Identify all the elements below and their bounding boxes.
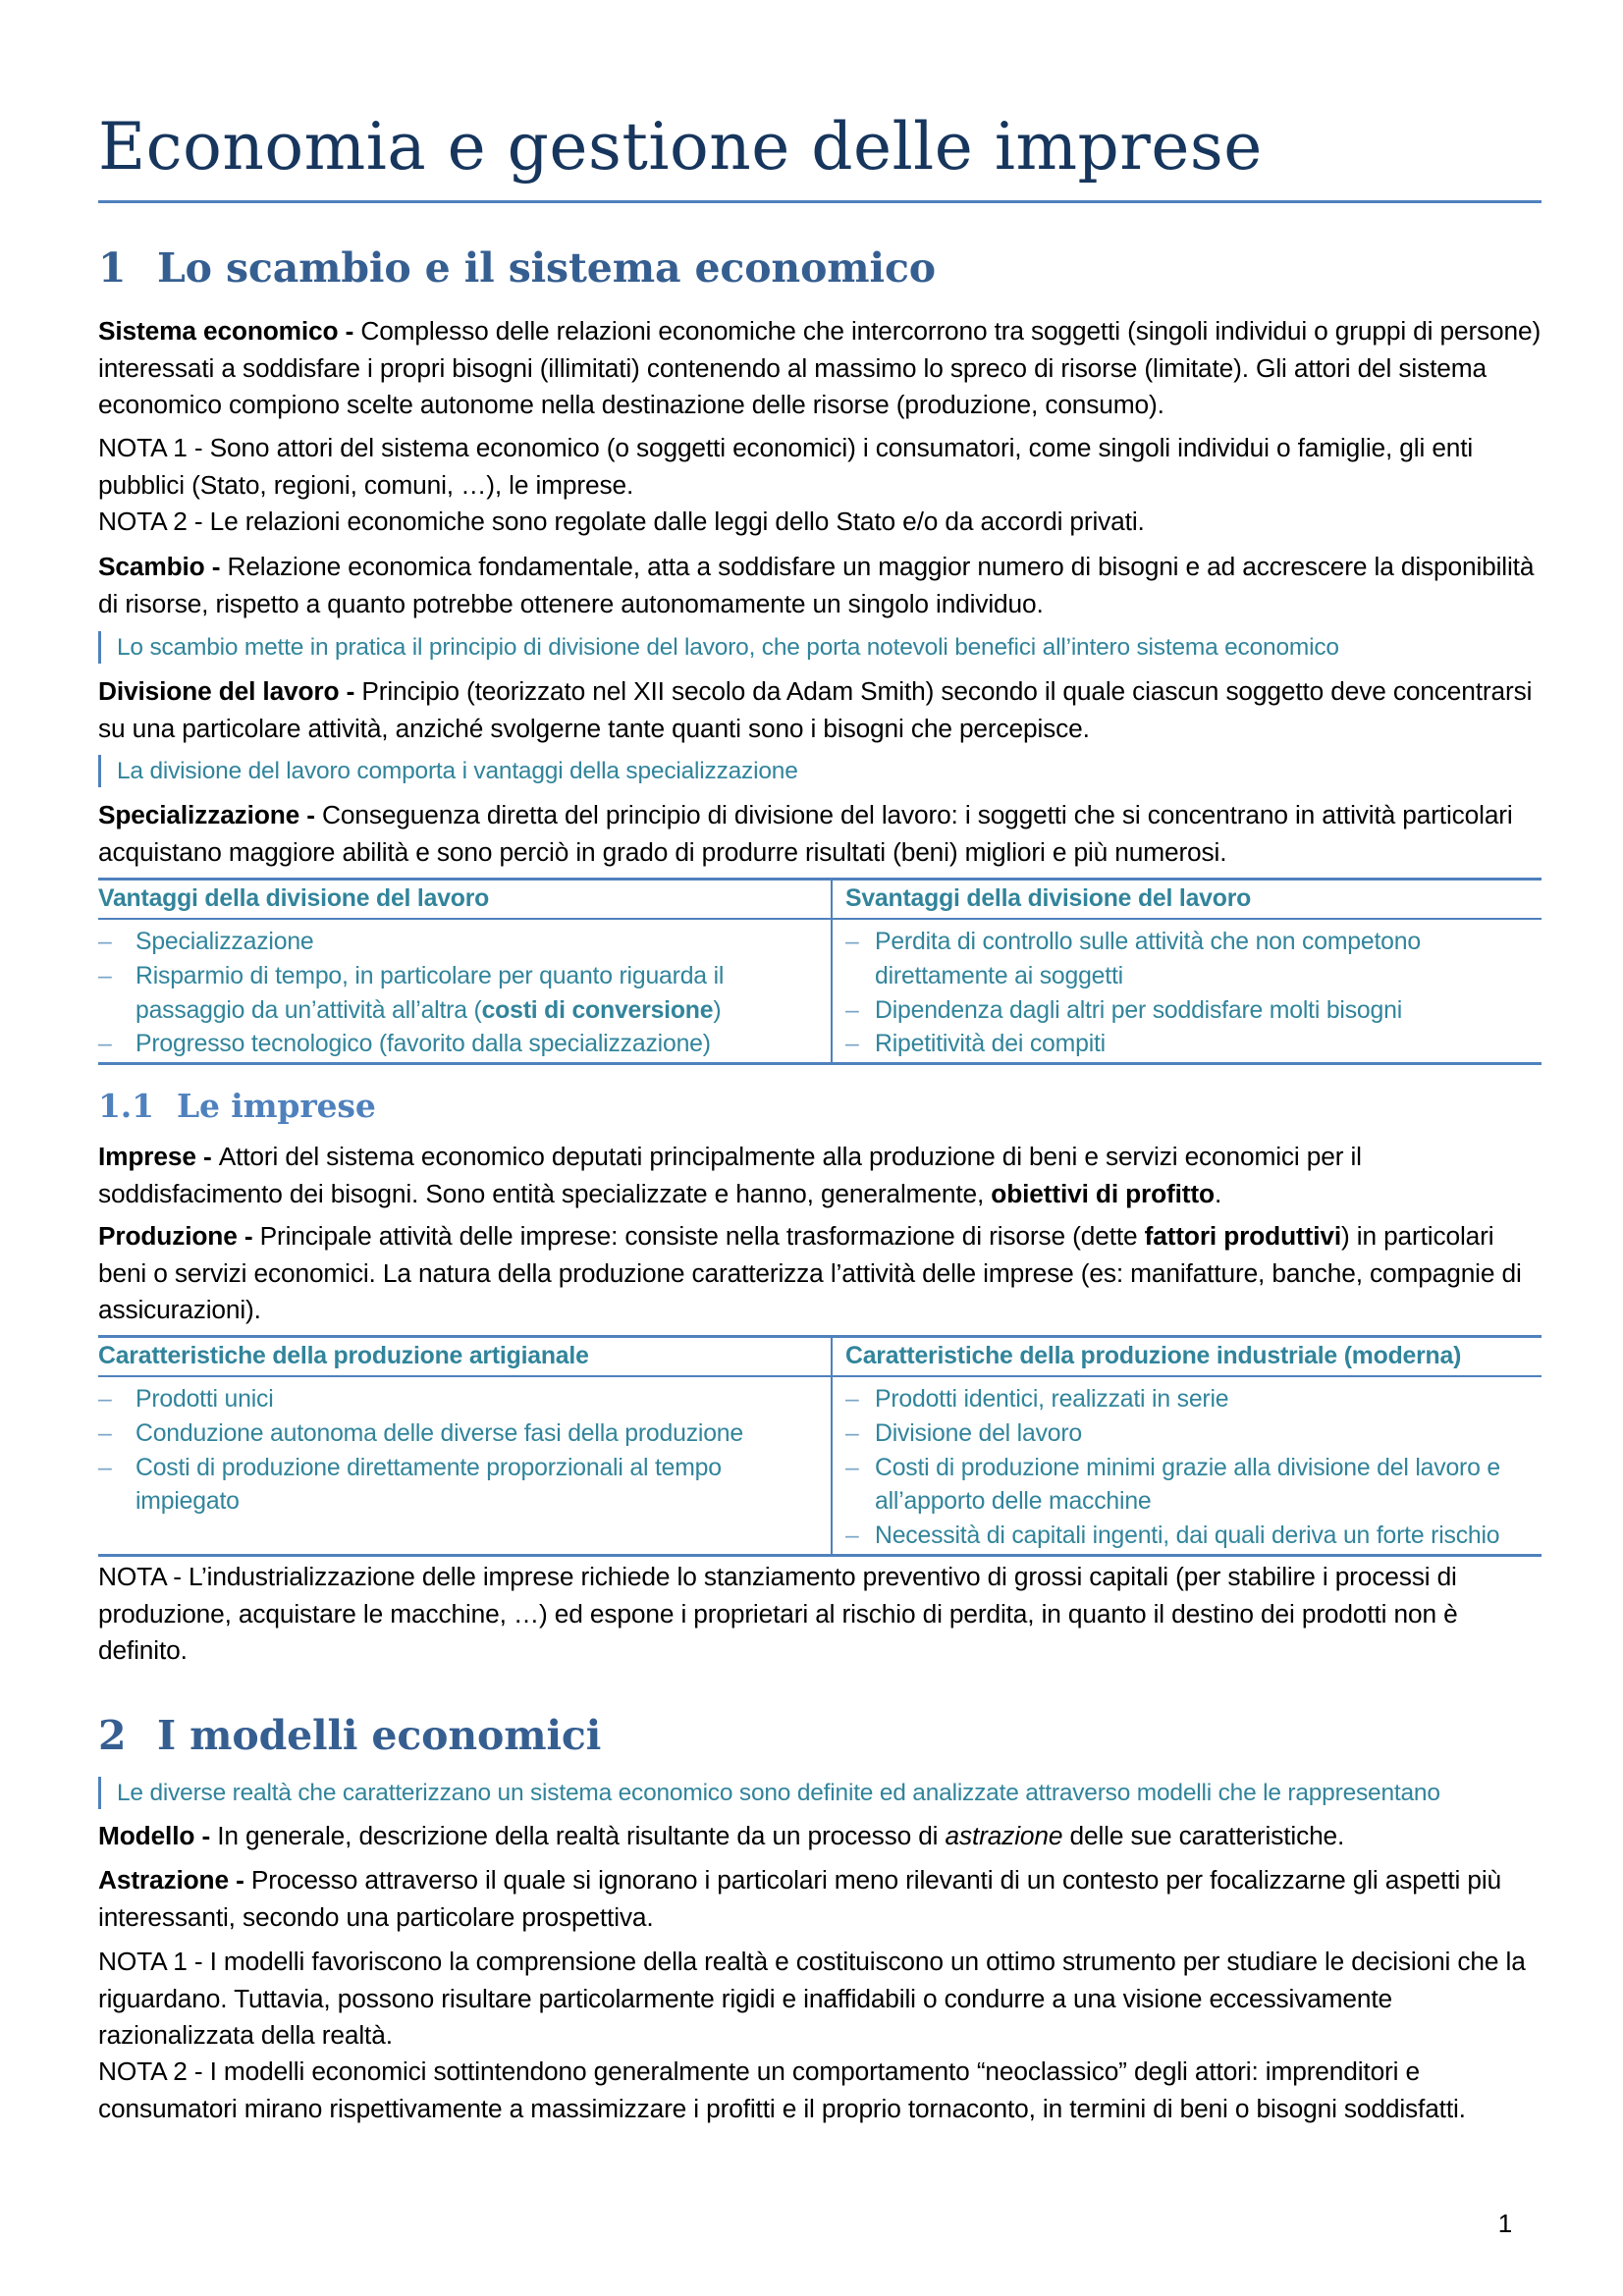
term-label: Astrazione -: [98, 1865, 251, 1895]
table-cell-svantaggi: [832, 919, 1542, 1064]
list-item: [135, 960, 817, 1029]
section-title: I modelli economici: [157, 1712, 602, 1759]
term-bold: fattori produttivi: [1144, 1221, 1341, 1251]
nota-1-modelli: NOTA 1 - I modelli favoriscono la comprensione della realtà e costituiscono un ottimo strumento per studiare le decisioni che la riguardano. Tuttavia, possono risultare particolarmente rigidi e inaffidabili o condurre a una visione eccessivamente razionalizzata della realtà.: [98, 1947, 1526, 2050]
paragraph-specializzazione: [98, 797, 1542, 871]
document-title: Economia e gestione delle imprese: [98, 108, 1542, 203]
term-definition: Principale attività delle imprese: consiste nella trasformazione di risorse (dette: [259, 1221, 1145, 1251]
section-number: 1: [98, 244, 127, 292]
table-cell-artigianale: [98, 1376, 832, 1555]
list-item: – Dipendenza dagli altri per soddisfare molti bisogni: [875, 994, 1542, 1029]
term-definition: Relazione economica fondamentale, atta a soddisfare un maggior numero di bisogni e ad accrescere la disponibilità di risorse, rispetto a quanto potrebbe ottenere autonomamente un singolo individuo.: [98, 552, 1535, 618]
term-label: Scambio -: [98, 552, 228, 581]
term-label: Specializzazione -: [98, 800, 323, 829]
section-heading-1: [98, 243, 936, 293]
term-label: Sistema economico -: [98, 316, 361, 346]
table-vantaggi-svantaggi: [98, 878, 1542, 1065]
term-definition: Processo attraverso il quale si ignorano i particolari meno rilevanti di un contesto per focalizzarne gli aspetti più interessanti, secondo una particolare prospettiva.: [98, 1865, 1501, 1932]
section-number: 2: [98, 1712, 127, 1759]
section-heading-2: [98, 1711, 601, 1760]
paragraph-scambio: [98, 549, 1542, 622]
paragraph-modello: [98, 1818, 1542, 1855]
paragraph-imprese: [98, 1139, 1542, 1212]
section-number: 1.1: [98, 1087, 154, 1125]
paragraph-divisione-lavoro: [98, 673, 1542, 747]
document-page: [98, 0, 1542, 2296]
nota-1: NOTA 1 - Sono attori del sistema economico (o soggetti economici) i consumatori, come singoli individui o famiglie, gli enti pubblici (Stato, regioni, comuni, …), le imprese.: [98, 433, 1474, 500]
quote-scambio: Lo scambio mette in pratica il principio di divisione del lavoro, che porta notevoli benefici all’intero sistema economico: [98, 631, 1555, 664]
list-item: – Perdita di controllo sulle attività che non competono direttamente ai soggetti: [875, 926, 1542, 994]
table-produzione: [98, 1335, 1542, 1557]
page-number: 1: [1497, 2209, 1512, 2238]
quote-modelli: Le diverse realtà che caratterizzano un sistema economico sono definite ed analizzate attraverso modelli che le rappresentano: [98, 1777, 1555, 1809]
term-definition: Conseguenza diretta del principio di divisione del lavoro: i soggetti che si concentrano in attività particolari acquistano maggiore abilità e sono perciò in grado di produrre risultati (beni) migliori e più numerosi.: [98, 800, 1513, 867]
list-item: – Progresso tecnologico (favorito dalla specializzazione): [135, 1028, 817, 1062]
list-item: – Conduzione autonoma delle diverse fasi della produzione: [135, 1417, 817, 1452]
list-item-text: Risparmio di tempo, in particolare per quanto riguarda il passaggio da un’attività all’altra (: [135, 962, 725, 1024]
term-definition: Complesso delle relazioni economiche che intercorrono tra soggetti (singoli individui o gruppi di persone) interessati a soddisfare i propri bisogni (illimitati) contenendo al massimo lo spreco di risorse (limitate). Gli attori del sistema economico compiono scelte autonome nella destinazione delle risorse (produzione, consumo).: [98, 316, 1542, 419]
table-header-vantaggi: Vantaggi della divisione del lavoro: [98, 880, 832, 920]
term-end: .: [1214, 1178, 1222, 1208]
section-heading-1-1: [98, 1086, 376, 1127]
term-definition: ) in particolari beni o servizi economici. La natura della produzione caratterizza l’attività delle imprese (es: manifatture, banche, compagnie di assicurazioni).: [98, 1221, 1522, 1324]
table-cell-vantaggi: [98, 919, 832, 1064]
nota-2-modelli: NOTA 2 - I modelli economici sottintendono generalmente un comportamento “neoclassico” degli attori: imprenditori e consumatori mirano rispettivamente a massimizzare i profitti e il proprio tornaconto, in termini di beni o bisogni soddisfatti.: [98, 2056, 1466, 2123]
section-title: Le imprese: [177, 1087, 376, 1125]
table-cell-industriale: [832, 1376, 1542, 1555]
term-bold: obiettivi di profitto: [991, 1178, 1215, 1208]
term-label: Divisione del lavoro -: [98, 676, 362, 706]
term-label: Produzione -: [98, 1221, 260, 1251]
paragraph-sistema-economico: [98, 313, 1542, 424]
table-header-artigianale: Caratteristiche della produzione artigianale: [98, 1337, 832, 1377]
term-definition: delle sue caratteristiche.: [1062, 1821, 1345, 1850]
list-item: – Costi di produzione minimi grazie alla divisione del lavoro e all’apporto delle macchine: [875, 1452, 1542, 1521]
list-item: – Prodotti unici: [135, 1383, 817, 1417]
list-item-text: ): [713, 996, 722, 1024]
list-item: – Ripetitività dei compiti: [875, 1028, 1542, 1062]
term-italic: astrazione: [945, 1821, 1063, 1850]
list-item: – Necessità di capitali ingenti, dai quali deriva un forte rischio: [875, 1520, 1542, 1554]
table-header-svantaggi: Svantaggi della divisione del lavoro: [832, 880, 1542, 920]
list-item: – Divisione del lavoro: [875, 1417, 1542, 1452]
nota-2: NOTA 2 - Le relazioni economiche sono regolate dalle leggi dello Stato e/o da accordi privati.: [98, 507, 1145, 536]
list-item: – Prodotti identici, realizzati in serie: [875, 1383, 1542, 1417]
table-header-industriale: Caratteristiche della produzione industriale (moderna): [832, 1337, 1542, 1377]
term-label: Imprese -: [98, 1142, 219, 1171]
quote-divisione: La divisione del lavoro comporta i vantaggi della specializzazione: [98, 755, 1555, 787]
list-item-bold: costi di conversione: [481, 996, 714, 1024]
paragraph-produzione: [98, 1218, 1542, 1329]
term-definition: Principio (teorizzato nel XII secolo da Adam Smith) secondo il quale ciascun soggetto deve concentrarsi su una particolare attività, anziché svolgerne tante quanti sono i bisogni che percepisce.: [98, 676, 1533, 743]
list-item: – Specializzazione: [135, 926, 817, 960]
term-label: Modello -: [98, 1821, 218, 1850]
section-title: Lo scambio e il sistema economico: [157, 244, 936, 292]
nota-industrializzazione: NOTA - L’industrializzazione delle imprese richiede lo stanziamento preventivo di grossi capitali (per stabilire i processi di produzione, acquistare le macchine, …) ed espone i proprietari al rischio di perdita, in quanto il destino dei prodotti non è definito.: [98, 1562, 1458, 1665]
term-definition: Attori del sistema economico deputati principalmente alla produzione di beni e servizi economici per il soddisfacimento dei bisogni. Sono entità specializzate e hanno, generalmente,: [98, 1142, 1362, 1208]
paragraph-astrazione: [98, 1862, 1542, 1936]
list-item: – Costi di produzione direttamente proporzionali al tempo impiegato: [135, 1452, 817, 1521]
term-definition: In generale, descrizione della realtà risultante da un processo di: [217, 1821, 946, 1850]
